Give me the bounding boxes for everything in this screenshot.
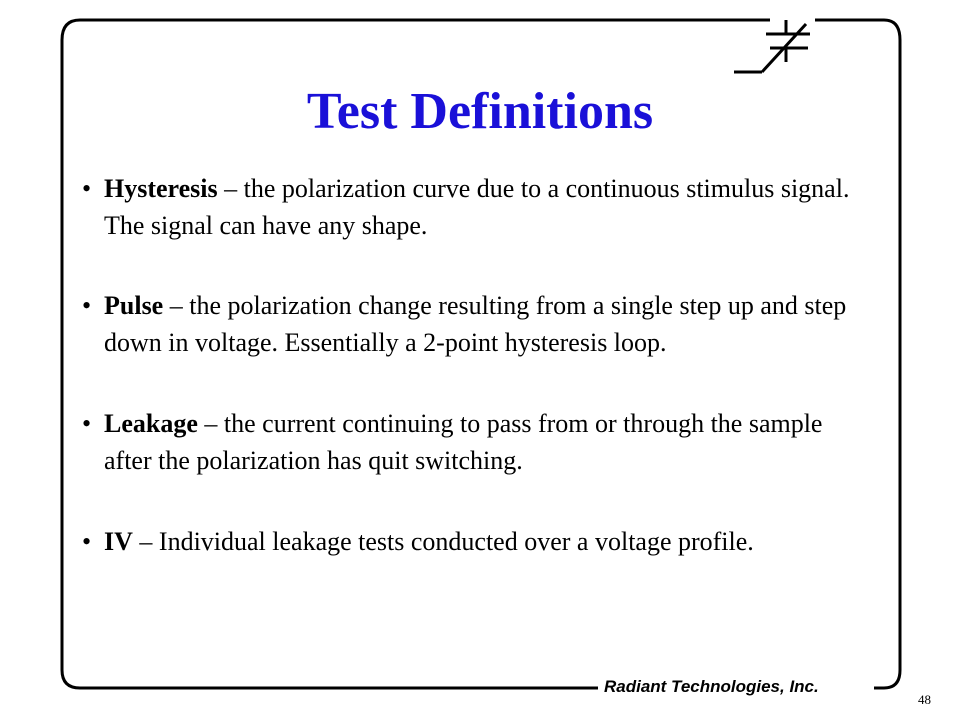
footer-company-name: Radiant Technologies, Inc.: [600, 676, 874, 698]
bullet-dot: •: [82, 174, 92, 203]
bullet-text: – the polarization change resulting from a single step up and step down in voltage. Essentially a 2-point hysteresis loop.: [104, 291, 847, 357]
bullet-dot: •: [82, 409, 92, 438]
bullet-term: Leakage: [104, 409, 198, 438]
bullet-dot: •: [82, 291, 92, 320]
bullet-item-leakage: [80, 405, 870, 479]
bullet-term: Hysteresis: [104, 174, 218, 203]
bullet-text: – the polarization curve due to a continuous stimulus signal. The signal can have any shape.: [104, 174, 850, 240]
bullet-list: [80, 170, 870, 603]
bullet-dot: •: [82, 527, 92, 556]
bullet-term: Pulse: [104, 291, 164, 320]
bullet-item-iv: [80, 523, 870, 560]
page-number: 48: [918, 692, 931, 707]
bullet-text: – Individual leakage tests conducted over a voltage profile.: [132, 527, 754, 556]
slide-title: Test Definitions: [306, 83, 654, 140]
capacitor-symbol-icon: [734, 20, 810, 72]
bullet-text: – the current continuing to pass from or through the sample after the polarization has quit switching.: [104, 409, 823, 475]
bullet-term: IV: [104, 527, 133, 556]
bullet-item-hysteresis: [80, 170, 870, 244]
bullet-item-pulse: [80, 287, 870, 361]
